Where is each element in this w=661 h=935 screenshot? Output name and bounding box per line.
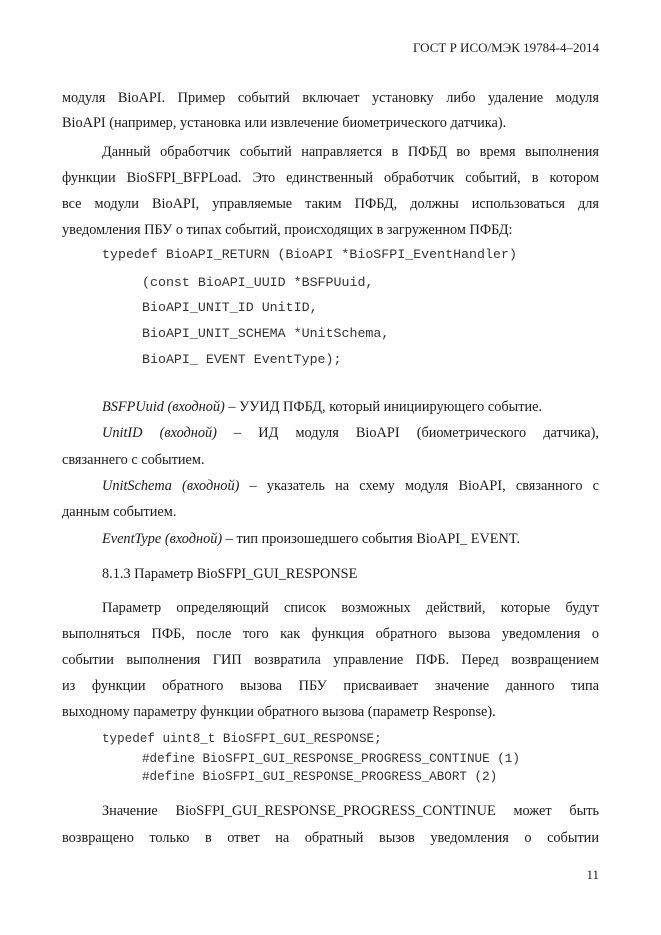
code2-line-1: typedef uint8_t BioSFPI_GUI_RESPONSE; bbox=[102, 732, 382, 746]
param-desc: – УУИД ПФБД, который инициирующего событие. bbox=[224, 399, 543, 415]
paragraph-3-line-2: выполняться ПФБ, после того как функция обратного вызова уведомления о bbox=[62, 626, 599, 642]
paragraph-1-line-2: BioAPI (например, установка или извлечение биометрического датчика). bbox=[62, 115, 507, 131]
param-bsfpuuid bbox=[102, 397, 599, 417]
param-unitschema-cont: данным событием. bbox=[62, 504, 177, 520]
paragraph-1-line-1: модуля BioAPI. Пример событий включает установку либо удаление модуля bbox=[62, 90, 599, 106]
paragraph-4-line-2: возвращено только в ответ на обратный вызов уведомления о событии bbox=[62, 830, 599, 846]
param-name: UnitSchema (входной) bbox=[102, 478, 240, 494]
paragraph-3-line-4: из функции обратного вызова ПБУ присваивает значение данного типа bbox=[62, 678, 599, 694]
code2-line-2: #define BioSFPI_GUI_RESPONSE_PROGRESS_CONTINUE (1) bbox=[142, 752, 520, 766]
param-name: BSFPUuid (входной) bbox=[102, 399, 225, 415]
section-heading: 8.1.3 Параметр BioSFPI_GUI_RESPONSE bbox=[102, 566, 358, 582]
paragraph-3-line-1: Параметр определяющий список возможных действий, которые будут bbox=[102, 600, 599, 616]
code-line-1: typedef BioAPI_RETURN (BioAPI *BioSFPI_EventHandler) bbox=[102, 247, 517, 262]
code-line-2: (const BioAPI_UUID *BSFPUuid, bbox=[142, 275, 374, 290]
code-line-4: BioAPI_UNIT_SCHEMA *UnitSchema, bbox=[142, 326, 390, 341]
code2-line-3: #define BioSFPI_GUI_RESPONSE_PROGRESS_ABORT (2) bbox=[142, 770, 498, 784]
param-eventtype bbox=[102, 529, 599, 549]
paragraph-2-line-1: Данный обработчик событий направляется в ПФБД во время выполнения bbox=[102, 144, 599, 160]
code-line-5: BioAPI_ EVENT EventType); bbox=[142, 352, 342, 367]
param-desc: – указатель на схему модуля BioAPI, связанного с bbox=[239, 478, 599, 494]
code-line-3: BioAPI_UNIT_ID UnitID, bbox=[142, 300, 318, 315]
param-unitid-cont: связаннего с событием. bbox=[62, 452, 205, 468]
param-desc: – тип произошедшего события BioAPI_ EVENT. bbox=[222, 531, 521, 547]
paragraph-3-line-5: выходному параметру функции обратного вызова (параметр Response). bbox=[62, 704, 496, 720]
param-name: UnitID (входной) bbox=[102, 425, 217, 441]
paragraph-3-line-3: событии выполнения ГИП возвратила управление ПФБ. Перед возвращением bbox=[62, 652, 599, 668]
page-header: ГОСТ Р ИСО/МЭК 19784-4–2014 bbox=[412, 40, 599, 55]
param-unitschema bbox=[102, 476, 599, 496]
paragraph-2-line-4: уведомления ПБУ о типах событий, происходящих в загруженном ПФБД: bbox=[62, 222, 513, 238]
page-number: 11 bbox=[586, 867, 599, 882]
paragraph-2-line-2: функции BioSFPI_BFPLoad. Это единственный обработчик событий, в котором bbox=[62, 170, 599, 186]
paragraph-4-line-1: Значение BioSFPI_GUI_RESPONSE_PROGRESS_CONTINUE может быть bbox=[102, 803, 599, 819]
param-unitid bbox=[102, 423, 599, 443]
param-desc: – ИД модуля BioAPI (биометрического датчика), bbox=[216, 425, 599, 441]
param-name: EventType (входной) bbox=[102, 531, 223, 547]
paragraph-2-line-3: все модули BioAPI, управляемые таким ПФБД, должны использоваться для bbox=[62, 196, 599, 212]
